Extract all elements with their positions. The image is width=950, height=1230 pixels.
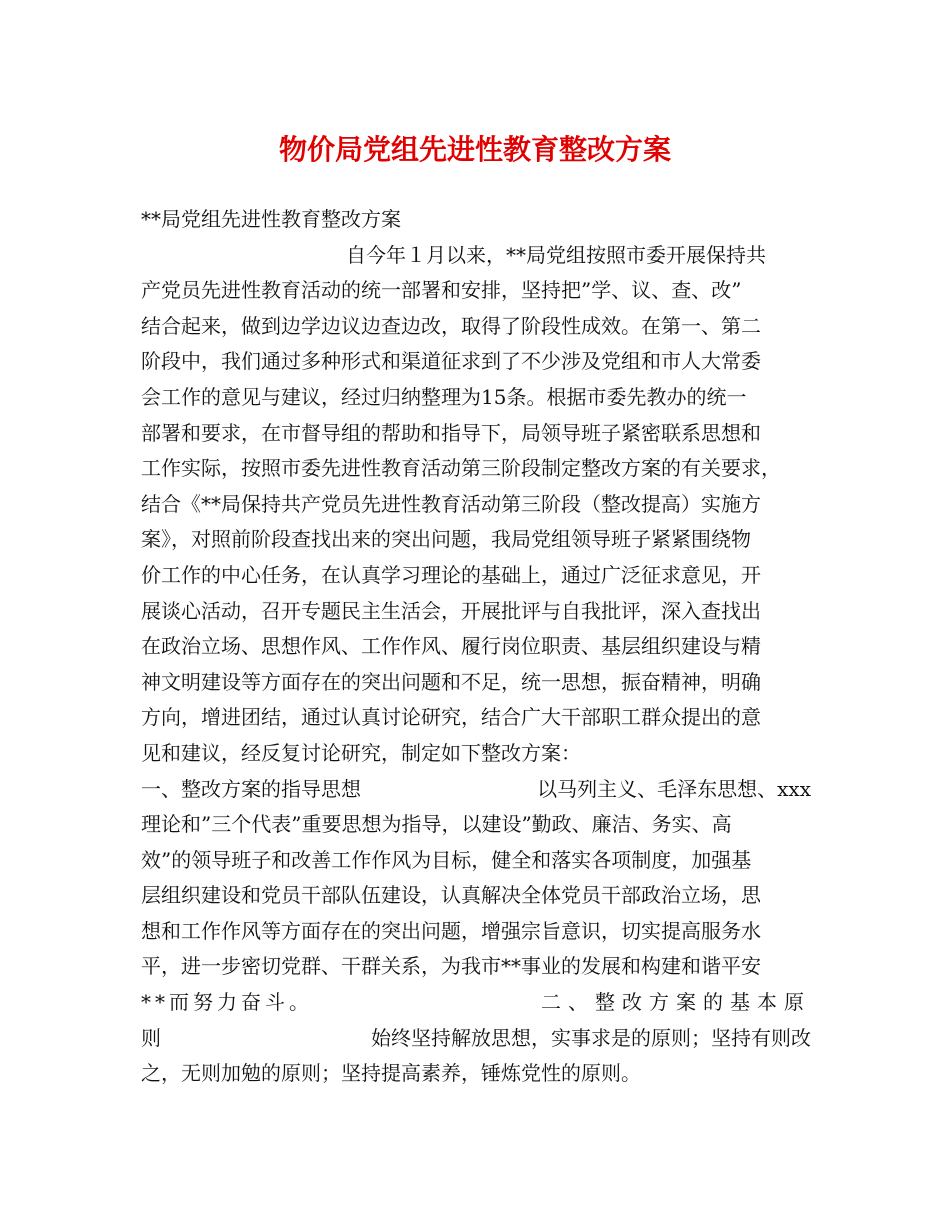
- section1-heading-line: [141, 772, 811, 808]
- paragraph-line: 平，进一步密切党群、干群关系，为我市**事业的发展和构建和谐平安: [141, 954, 761, 979]
- section2-heading-line: [141, 985, 811, 1021]
- paragraph-line: 神文明建设等方面存在的突出问题和不足，统一思想，振奋精神，明确: [141, 669, 761, 694]
- section1-heading: 一、整改方案的指导思想: [141, 776, 361, 801]
- paragraph-line: 案》，对照前阶段查找出来的突出问题，我局党组领导班子紧紧围绕物: [141, 527, 751, 552]
- document-body: [141, 202, 811, 1092]
- section1-tail: **而努力奋斗。: [141, 990, 313, 1015]
- section2-lead-line: [141, 1021, 811, 1057]
- section2-heading: 二、整改方案的基本原: [541, 990, 811, 1015]
- paragraph-line: 层组织建设和党员干部队伍建设，认真解决全体党员干部政治立场，思: [141, 883, 761, 908]
- paragraph-line: 理论和”三个代表”重要思想为指导，以建设”勤政、廉洁、务实、高: [141, 812, 732, 837]
- paragraph-line: 方向，增进团结，通过认真讨论研究，结合广大干部职工群众提出的意: [141, 705, 761, 730]
- paragraph-line: 想和工作作风等方面存在的突出问题，增强宗旨意识，切实提高服务水: [141, 918, 761, 943]
- paragraph-line: 展谈心活动，召开专题民主生活会，开展批评与自我批评，深入查找出: [141, 598, 761, 623]
- paragraph-line: 部署和要求，在市督导组的帮助和指导下，局领导班子紧密联系思想和: [141, 420, 761, 445]
- paragraph-line: 结合起来，做到边学边议边查边改，取得了阶段性成效。在第一、第二: [141, 313, 761, 338]
- paragraph-line: 自今年１月以来，**局党组按照市委开展保持共: [346, 242, 766, 267]
- paragraph-line: 见和建议，经反复讨论研究，制定如下整改方案：: [141, 740, 581, 765]
- section2-lead: 始终坚持解放思想，实事求是的原则；坚持有则改: [371, 1025, 811, 1050]
- paragraph-line: 之，无则加勉的原则；坚持提高素养，锤炼党性的原则。: [141, 1061, 641, 1086]
- paragraph-line: 价工作的中心任务，在认真学习理论的基础上，通过广泛征求意见，开: [141, 562, 761, 587]
- paragraph-line: 阶段中，我们通过多种形式和渠道征求到了不少涉及党组和市人大常委: [141, 349, 761, 374]
- paragraph-line: 结合《**局保持共产党员先进性教育活动第三阶段（整改提高）实施方: [141, 491, 761, 516]
- paragraph-line: 产党员先进性教育活动的统一部署和安排，坚持把”学、议、查、改”: [141, 278, 742, 303]
- document-title: 物价局党组先进性教育整改方案: [278, 133, 671, 166]
- section1-lead: 以马列主义、毛泽东思想、xxx: [537, 776, 811, 801]
- paragraph-line: 效”的领导班子和改善工作作风为目标，健全和落实各项制度，加强基: [141, 847, 752, 872]
- paragraph-line: 工作实际，按照市委先进性教育活动第三阶段制定整改方案的有关要求，: [141, 456, 781, 481]
- paragraph-line: 在政治立场、思想作风、工作作风、履行岗位职责、基层组织建设与精: [141, 634, 761, 659]
- paragraph-line: 会工作的意见与建议，经过归纳整理为15条。根据市委先教办的统一: [141, 384, 747, 409]
- section2-heading-end: 则: [141, 1025, 161, 1050]
- subtitle: **局党组先进性教育整改方案: [141, 207, 401, 231]
